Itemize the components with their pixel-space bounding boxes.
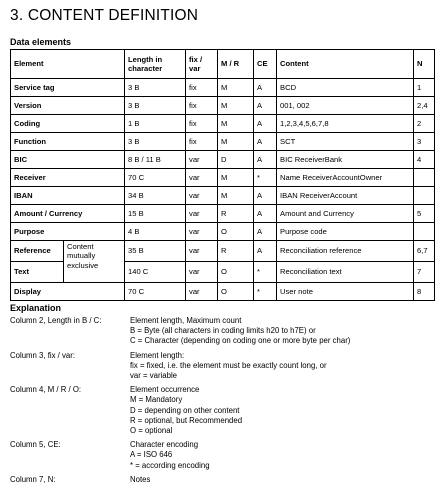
m-r-cell: M xyxy=(218,133,254,151)
element-cell: BIC xyxy=(11,151,125,169)
element-cell: Receiver xyxy=(11,169,125,187)
ce-cell: A xyxy=(254,241,277,262)
m-r-cell: O xyxy=(218,262,254,283)
explanation-item xyxy=(10,475,437,485)
content-cell: Name ReceiverAccountOwner xyxy=(277,169,414,187)
m-r-cell: M xyxy=(218,115,254,133)
mutually-exclusive-note: Content mutually exclusive xyxy=(64,241,125,283)
length-cell: 15 B xyxy=(125,205,186,223)
m-r-cell: D xyxy=(218,151,254,169)
element-cell: Service tag xyxy=(11,79,125,97)
n-cell: 3 xyxy=(414,133,435,151)
explanation-line: R = optional, but Recommended xyxy=(130,415,243,425)
table-row xyxy=(11,79,435,97)
content-cell: Amount and Currency xyxy=(277,205,414,223)
ce-cell: * xyxy=(254,262,277,283)
length-cell: 1 B xyxy=(125,115,186,133)
length-cell: 3 B xyxy=(125,133,186,151)
explanation-heading: Explanation xyxy=(10,303,62,313)
n-cell: 7 xyxy=(414,262,435,283)
explanation-line: Element length, Maximum count xyxy=(130,316,242,325)
n-cell xyxy=(414,169,435,187)
header-content: Content xyxy=(277,50,414,79)
m-r-cell: O xyxy=(218,223,254,241)
element-cell: Amount / Currency xyxy=(11,205,125,223)
element-cell: Function xyxy=(11,133,125,151)
explanation-item xyxy=(10,316,437,347)
n-cell: 6,7 xyxy=(414,241,435,262)
ce-cell: A xyxy=(254,115,277,133)
m-r-cell: O xyxy=(218,283,254,301)
length-cell: 4 B xyxy=(125,223,186,241)
explanation-description xyxy=(130,316,437,347)
table-row xyxy=(11,223,435,241)
m-r-cell: R xyxy=(218,241,254,262)
explanation-description xyxy=(130,440,437,471)
ce-cell: A xyxy=(254,205,277,223)
content-cell: BIC ReceiverBank xyxy=(277,151,414,169)
explanation-label: Column 2, Length in B / C: xyxy=(10,316,102,325)
table-row xyxy=(11,151,435,169)
n-cell xyxy=(414,187,435,205)
data-elements-heading: Data elements xyxy=(10,37,72,47)
explanation-line: D = depending on other content xyxy=(130,405,240,415)
content-cell: User note xyxy=(277,283,414,301)
m-r-cell: R xyxy=(218,205,254,223)
fix-var-cell: var xyxy=(186,151,218,169)
ce-cell: A xyxy=(254,151,277,169)
fix-var-cell: var xyxy=(186,241,218,262)
table-row xyxy=(11,241,435,262)
explanation-line: var = variable xyxy=(130,371,178,381)
explanation-line: A = ISO 646 xyxy=(130,450,173,460)
explanation-item xyxy=(10,385,437,436)
ce-cell: * xyxy=(254,169,277,187)
m-r-cell: M xyxy=(218,187,254,205)
content-cell: IBAN ReceiverAccount xyxy=(277,187,414,205)
element-cell: Text xyxy=(11,262,64,283)
ce-cell: A xyxy=(254,79,277,97)
explanation-line: O = optional xyxy=(130,426,173,436)
n-cell: 4 xyxy=(414,151,435,169)
length-cell: 8 B / 11 B xyxy=(125,151,186,169)
explanation-line: Notes xyxy=(130,474,151,484)
fix-var-cell: fix xyxy=(186,115,218,133)
fix-var-cell: fix xyxy=(186,133,218,151)
element-cell: Version xyxy=(11,97,125,115)
explanation-line: C = Character (depending on coding one or more byte per char) xyxy=(130,336,351,346)
length-cell: 3 B xyxy=(125,97,186,115)
header-length: Length in character xyxy=(125,50,186,79)
table-row xyxy=(11,283,435,301)
explanation-line: fix = fixed, i.e. the element must be exactly count long, or xyxy=(130,360,327,370)
explanation-list xyxy=(10,316,437,489)
explanation-description xyxy=(130,385,437,436)
content-cell: Purpose code xyxy=(277,223,414,241)
explanation-line: B = Byte (all characters in coding limits h20 to h7E) or xyxy=(130,326,316,336)
content-cell: SCT xyxy=(277,133,414,151)
fix-var-cell: var xyxy=(186,262,218,283)
table-row xyxy=(11,205,435,223)
element-cell: IBAN xyxy=(11,187,125,205)
header-element: Element xyxy=(11,50,125,79)
explanation-description xyxy=(130,351,437,382)
ce-cell: A xyxy=(254,97,277,115)
length-cell: 140 C xyxy=(125,262,186,283)
header-m-r: M / R xyxy=(218,50,254,79)
n-cell: 1 xyxy=(414,79,435,97)
fix-var-cell: fix xyxy=(186,79,218,97)
content-cell: Reconciliation reference xyxy=(277,241,414,262)
explanation-line: Element length: xyxy=(130,350,185,360)
content-cell: BCD xyxy=(277,79,414,97)
fix-var-cell: fix xyxy=(186,97,218,115)
table-header-row xyxy=(11,50,435,79)
ce-cell: A xyxy=(254,133,277,151)
n-cell: 2 xyxy=(414,115,435,133)
fix-var-cell: var xyxy=(186,283,218,301)
table-row xyxy=(11,97,435,115)
m-r-cell: M xyxy=(218,79,254,97)
explanation-item xyxy=(10,351,437,382)
element-cell: Coding xyxy=(11,115,125,133)
length-cell: 3 B xyxy=(125,79,186,97)
fix-var-cell: var xyxy=(186,205,218,223)
content-cell: Reconciliation text xyxy=(277,262,414,283)
length-cell: 70 C xyxy=(125,169,186,187)
n-cell: 2,4 xyxy=(414,97,435,115)
element-cell: Reference xyxy=(11,241,64,262)
header-ce: CE xyxy=(254,50,277,79)
explanation-label: Column 5, CE: xyxy=(10,440,61,450)
header-fix-var: fix / var xyxy=(186,50,218,79)
table-row xyxy=(11,169,435,187)
fix-var-cell: var xyxy=(186,223,218,241)
content-cell: 001, 002 xyxy=(277,97,414,115)
element-cell: Purpose xyxy=(11,223,125,241)
page-title: 3. CONTENT DEFINITION xyxy=(10,7,199,24)
n-cell xyxy=(414,223,435,241)
explanation-description xyxy=(130,475,437,485)
explanation-line: * = according encoding xyxy=(130,460,210,470)
ce-cell: A xyxy=(254,223,277,241)
explanation-label: Column 7, N: xyxy=(10,474,56,484)
fix-var-cell: var xyxy=(186,187,218,205)
header-n: N xyxy=(414,50,435,79)
ce-cell: * xyxy=(254,283,277,301)
explanation-line: Character encoding xyxy=(130,440,199,450)
explanation-line: Element occurrence xyxy=(130,385,200,395)
data-elements-table xyxy=(10,49,435,301)
explanation-line: M = Mandatory xyxy=(130,395,183,405)
table-row xyxy=(11,133,435,151)
table-row xyxy=(11,187,435,205)
length-cell: 35 B xyxy=(125,241,186,262)
table-row xyxy=(11,115,435,133)
m-r-cell: M xyxy=(218,169,254,187)
length-cell: 70 C xyxy=(125,283,186,301)
element-cell: Display xyxy=(11,283,125,301)
explanation-label: Column 3, fix / var: xyxy=(10,350,75,360)
content-cell: 1,2,3,4,5,6,7,8 xyxy=(277,115,414,133)
explanation-label: Column 4, M / R / O: xyxy=(10,385,82,395)
ce-cell: A xyxy=(254,187,277,205)
explanation-item xyxy=(10,440,437,471)
n-cell: 8 xyxy=(414,283,435,301)
m-r-cell: M xyxy=(218,97,254,115)
n-cell: 5 xyxy=(414,205,435,223)
length-cell: 34 B xyxy=(125,187,186,205)
fix-var-cell: var xyxy=(186,169,218,187)
